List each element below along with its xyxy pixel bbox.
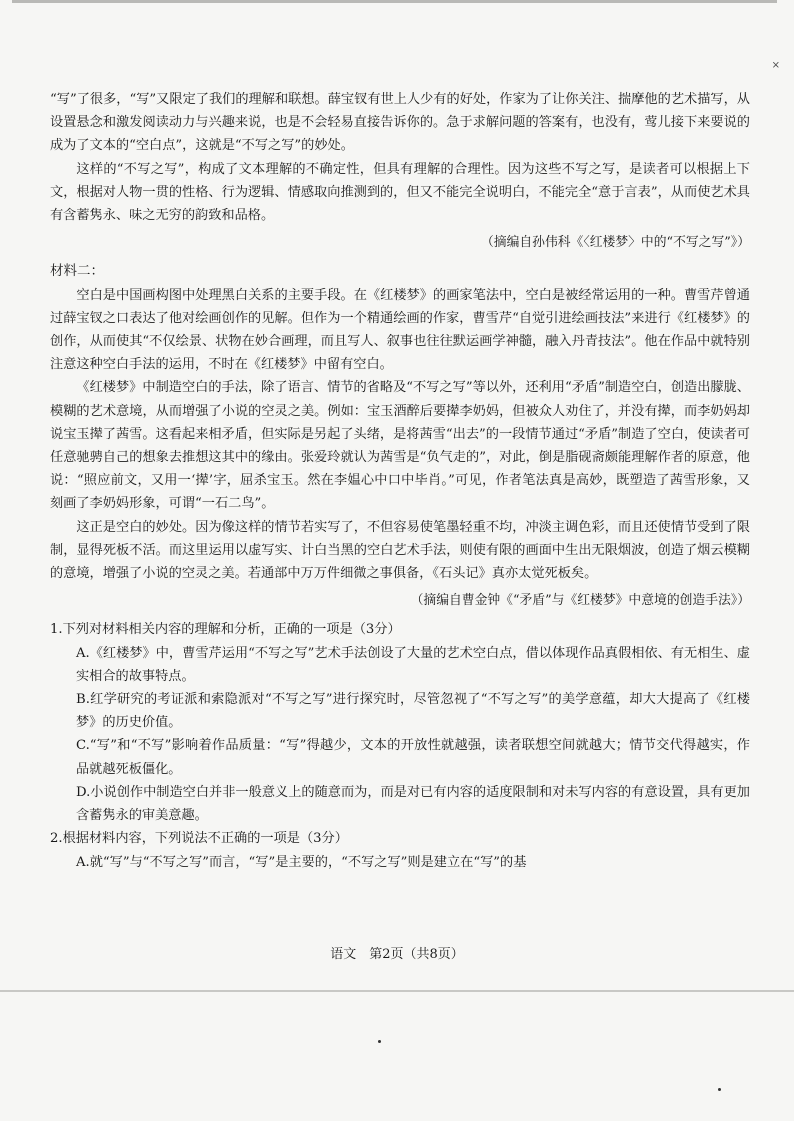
question-1-stem: 1.下列对材料相关内容的理解和分析，正确的一项是（3分） xyxy=(50,622,401,638)
material2-heading: 材料二： xyxy=(50,263,104,280)
question-2-stem: 2.根据材料内容，下列说法不正确的一项是（3分） xyxy=(50,831,348,847)
material1-source: （摘编自孙伟科《〈红楼梦〉中的“不写之写”》） xyxy=(480,235,750,251)
question-1-option-d: D.小说创作中制造空白并非一般意义上的随意而为，而是对已有内容的适度限制和对未写内容的有意设置，具有更加含蓄隽永的审美意趣。 xyxy=(76,784,750,824)
scan-dot xyxy=(378,1040,381,1043)
corner-mark: × xyxy=(771,60,780,71)
material2-paragraph: 空白是中国画构图中处理黑白关系的主要手段。在《红楼梦》的画家笔法中，空白是被经常运用的一种。曹雪芹曾通过薛宝钗之口表达了他对绘画创作的见解。但作为一个精通绘画的作家，曹雪芹“自觉引进绘画技法”来进行《红楼梦》的创作，从而使其“不仅绘景、状物在妙合画理，而且写人、叙事也往往默运画学神髓，融入丹青技法”。他在作品中就特别注意这种空白手法的运用，不时在《红楼梦》中留有空白。 xyxy=(50,287,750,373)
material2-paragraph: 《红楼梦》中制造空白的手法，除了语言、情节的省略及“不写之写”等以外，还利用“矛盾”制造空白，创造出朦胧、模糊的艺术意境，从而增强了小说的空灵之美。例如：宝玉酒醉后要撵李奶妈，但被众人劝住了，并没有撵，而李奶妈却说宝玉撵了茜雪。这看起来相矛盾，但实际是另起了头绪，是将茜雪“出去”的一段情节通过“矛盾”制造了空白，使读者可任意驰骋自己的想象去推想这其中的缘由。张爱玲就认为茜雪是“负气走的”，对此，倒是脂砚斋颇能理解作者的原意，他说：“照应前文，又用一‘撵’字，屈杀宝玉。然在李媪心中口中毕肖。”可见，作者笔法真是高妙，既塑造了茜雪形象，又刻画了李奶妈形象，可谓“一石二鸟”。 xyxy=(50,380,750,512)
page-footer: 语文 第2页（共8页） xyxy=(330,947,464,962)
question-1-option-c: C.“写”和“不写”影响着作品质量：“写”得越少，文本的开放性就越强，读者联想空间就越大；情节交代得越实，作品就越死板僵化。 xyxy=(76,738,750,777)
question-2-option-a: A.就“写”与“不写之写”而言，“写”是主要的，“不写之写”则是建立在“写”的基 xyxy=(76,854,527,870)
material2-paragraph: 这正是空白的妙处。因为像这样的情节若实写了，不但容易使笔墨轻重不均，冲淡主调色彩，而且还使情节受到了限制，显得死板不活。而这里运用以虚写实、计白当黑的空白艺术手法，则使有限的画面中生出无限烟波，创造了烟云模糊的意境，增强了小说的空灵之美。若通部中万万件细微之事俱备，《石头记》真亦太觉死板矣。 xyxy=(50,519,750,582)
question-1-option-b: B.红学研究的考证派和索隐派对“不写之写”进行探究时，尽管忽视了“不写之写”的美学意蕴，却大大提高了《红楼梦》的历史价值。 xyxy=(76,692,750,731)
scan-dot xyxy=(718,1088,721,1091)
material2-source: （摘编自曹金钟《“矛盾”与《红楼梦》中意境的创造手法》） xyxy=(410,593,750,609)
material1-paragraph: 这样的“不写之写”，构成了文本理解的不确定性，但具有理解的合理性。因为这些不写之写，是读者可以根据上下文，根据对人物一贯的性格、行为逻辑、情感取向推测到的，但又不能完全说明白，不能完全“意于言表”，从而使艺术具有含蓄隽永、味之无穷的韵致和品格。 xyxy=(50,161,750,224)
page-body xyxy=(50,88,750,874)
scan-edge-line xyxy=(12,0,777,3)
scan-fold-line xyxy=(0,990,794,992)
material1-paragraph: “写”了很多，“写”又限定了我们的理解和联想。薛宝钗有世上人少有的好处，作家为了让你关注、揣摩他的艺术描写，从设置悬念和激发阅读动力与兴趣来说，也是不会轻易直接告诉你的。急于求解问题的答案有，也没有，莺儿接下来要说的成为了文本的“空白点”，这就是“不写之写”的妙处。 xyxy=(50,92,750,154)
question-1-option-a: A.《红楼梦》中，曹雪芹运用“不写之写”艺术手法创设了大量的艺术空白点，借以体现作品真假相依、有无相生、虚实相合的故事特点。 xyxy=(76,645,750,684)
